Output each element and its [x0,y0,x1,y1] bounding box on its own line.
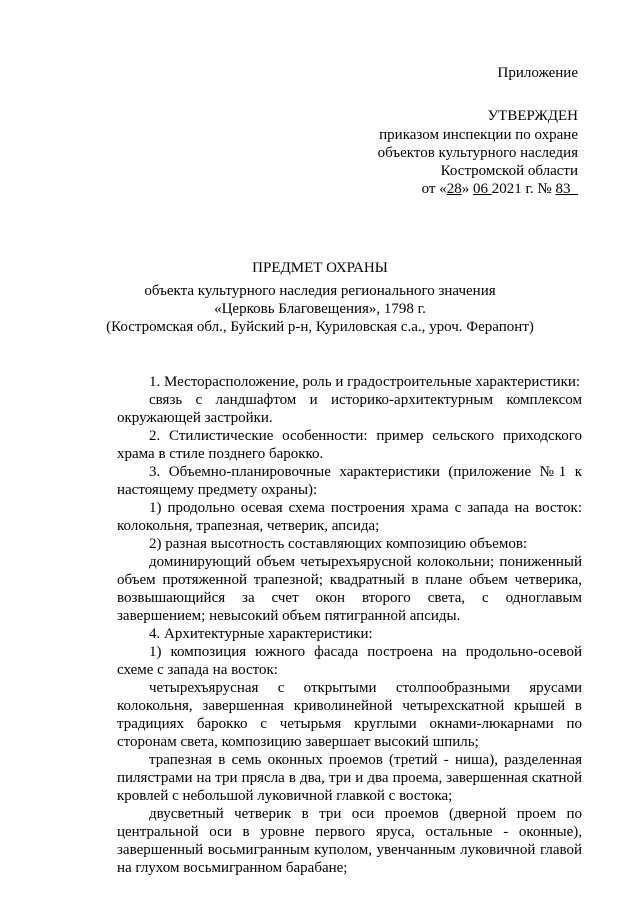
order-number: 83 [555,181,578,197]
order-line: объектов культурного наследия [377,145,578,161]
appendix-label: Приложение [497,65,578,81]
subject-line: (Костромская обл., Буйский р-н, Куриловская с.а., уроч. Ферапонт) [106,319,534,335]
date-day: 28 [446,181,462,197]
paragraph: четырехъярусная с открытыми столпообразными ярусами колокольня, завершенная криволинейной четырехскатной крышей в традициях барокко с четырьмя круглыми окнами-люкарнами по сторонам света, композицию завершает высокий шпиль; [117,680,582,750]
date-mid: » [461,181,473,197]
subject-line: «Церковь Благовещения», 1798 г. [214,301,426,317]
list-item: 2) разная высотность составляющих композицию объемов: [149,536,528,552]
section-heading: 2. Стилистические особенности: пример сельского приходского храма в стиле позднего барокко. [117,428,582,462]
list-item: 1) композиция южного фасада построена на продольно-осевой схеме с запада на восток: [117,644,582,678]
approved-title: УТВЕРЖДЕН [487,108,578,124]
paragraph: трапезная в семь оконных проемов (третий - ниша), разделенная пилястрами на три прясла в два, три и два проема, завершенная скатной кровлей с небольшой луковичной главкой с востока; [117,752,582,804]
date-prefix: от « [421,181,447,197]
body-text [117,373,582,877]
date-year: 2021 г. № [491,181,556,197]
order-line: Костромской области [440,163,578,179]
order-line: приказом инспекции по охране [379,127,578,143]
subject-line: объекта культурного наследия регионального значения [144,283,496,299]
list-item: 1) продольно осевая схема построения храма с запада на восток: колокольня, трапезная, четверик, апсида; [117,500,582,534]
approval-block [278,107,578,198]
paragraph: связь с ландшафтом и историко-архитектурным комплексом окружающей застройки. [117,392,582,426]
order-date-line [278,180,578,198]
section-heading: 3. Объемно-планировочные характеристики (приложение №1 к настоящему предмету охраны): [117,464,582,498]
subject-block [0,259,640,336]
section-heading: 1. Месторасположение, роль и градостроительные характеристики: [149,374,581,390]
paragraph: доминирующий объем четырехъярусной колокольни; пониженный объем протяженной трапезной; квадратный в плане объем четверика, возвышающийся за счет окон второго света, с одноглавым завершением; невысокий объем пятигранной апсиды. [117,554,582,624]
subject-heading: ПРЕДМЕТ ОХРАНЫ [252,260,388,276]
section-heading: 4. Архитектурные характеристики: [149,626,373,642]
date-month: 06 [472,181,492,197]
paragraph: двусветный четверик в три оси проемов (дверной проем по центральной оси в уровне первого яруса, остальные - оконные), завершенный восьмигранным куполом, увенчанным луковичной главой на глухом восьмигранном барабане; [117,806,582,876]
